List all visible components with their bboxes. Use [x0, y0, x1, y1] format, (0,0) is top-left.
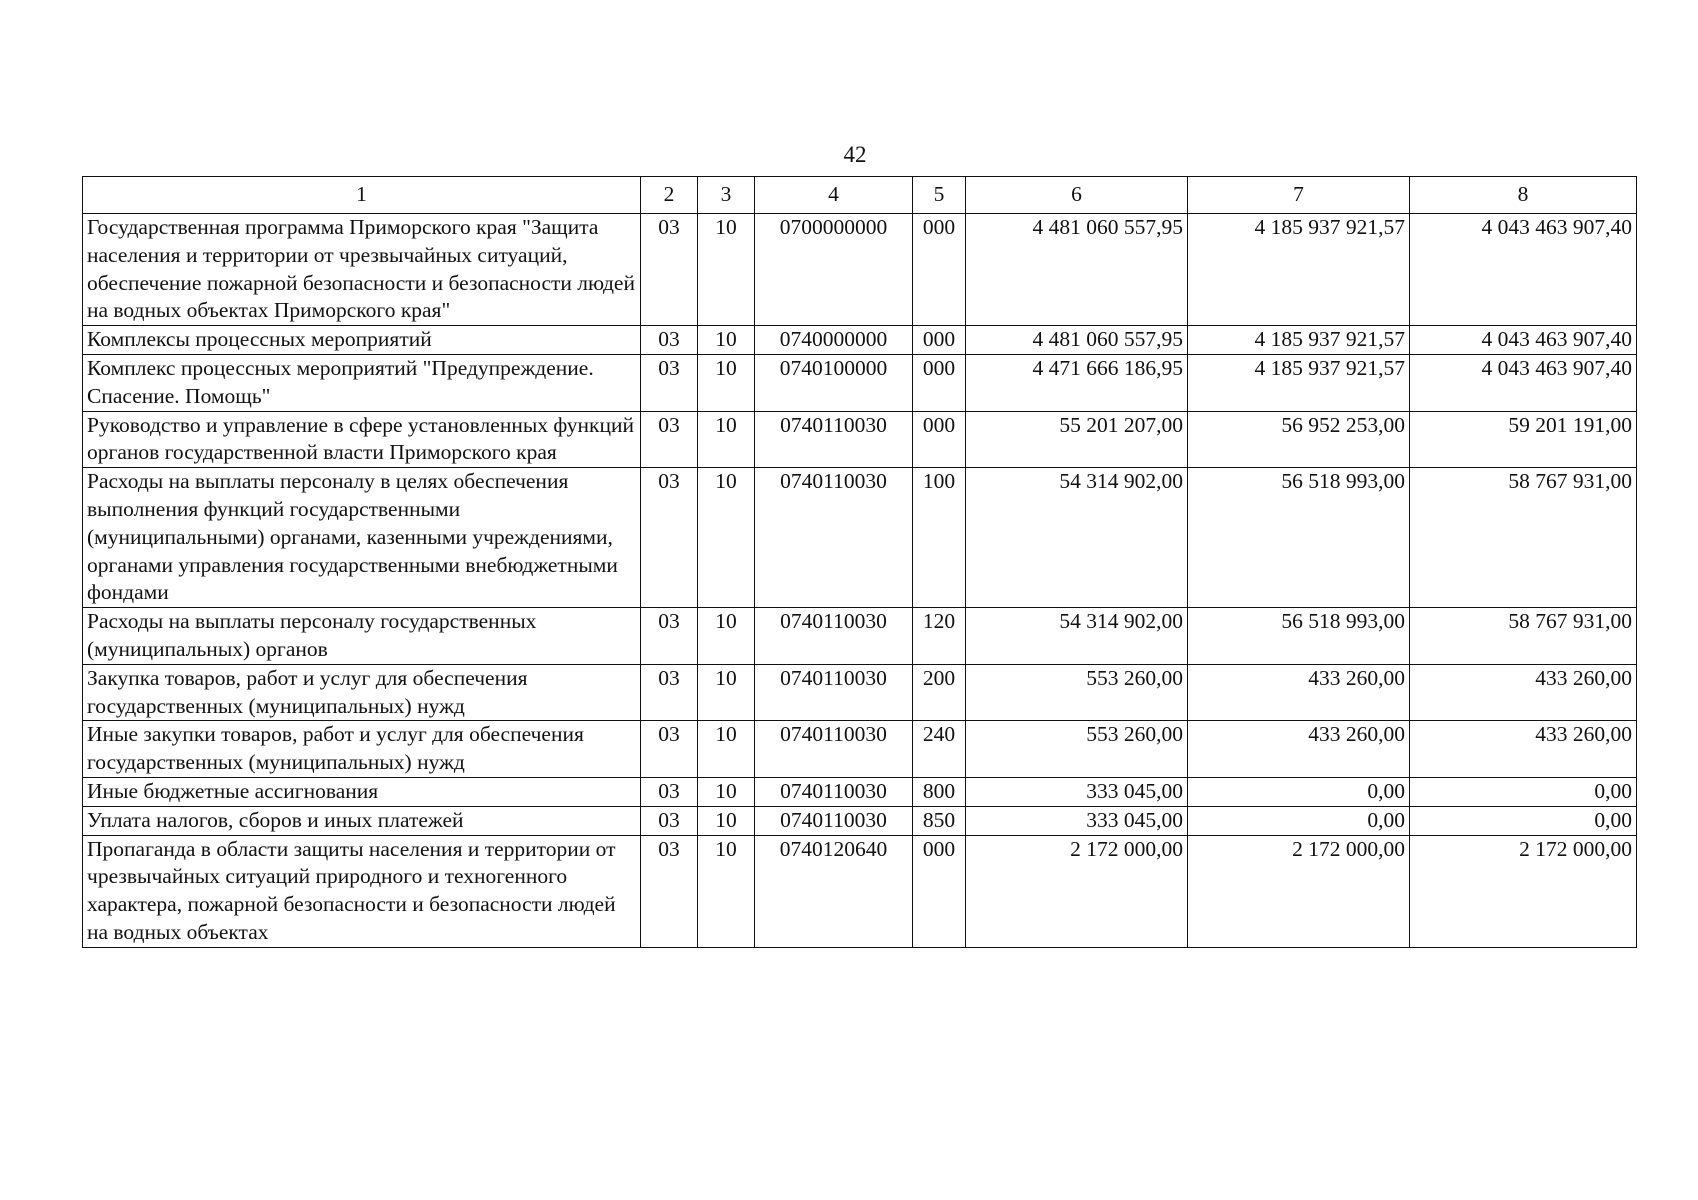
amount-col7-cell: 56 518 993,00 — [1188, 608, 1410, 665]
amount-col6-cell: 4 481 060 557,95 — [966, 326, 1188, 355]
expense-name-cell: Расходы на выплаты персоналу государственных (муниципальных) органов — [83, 608, 641, 665]
expense-name-cell: Государственная программа Приморского края "Защита населения и территории от чрезвычайных ситуаций, обеспечение пожарной безопасности и безопасности людей на водных объектах Приморского края" — [83, 214, 641, 326]
page-number: 42 — [843, 142, 867, 167]
table-row — [83, 777, 1637, 806]
subsection-code-cell: 10 — [698, 806, 755, 835]
target-item-code-cell: 0740110030 — [755, 664, 913, 721]
target-item-code-cell: 0700000000 — [755, 214, 913, 326]
subsection-code-cell: 10 — [698, 411, 755, 468]
section-code-cell: 03 — [641, 468, 698, 608]
subsection-code-cell: 10 — [698, 354, 755, 411]
amount-col7-cell: 0,00 — [1188, 777, 1410, 806]
amount-col8-cell: 0,00 — [1410, 806, 1637, 835]
section-code-cell: 03 — [641, 806, 698, 835]
column-header: 6 — [966, 177, 1188, 214]
column-header: 8 — [1410, 177, 1637, 214]
expense-name-cell: Комплексы процессных мероприятий — [83, 326, 641, 355]
amount-col8-cell: 58 767 931,00 — [1410, 608, 1637, 665]
section-code-cell: 03 — [641, 326, 698, 355]
expense-name-cell: Уплата налогов, сборов и иных платежей — [83, 806, 641, 835]
subsection-code-cell: 10 — [698, 468, 755, 608]
amount-col8-cell: 59 201 191,00 — [1410, 411, 1637, 468]
expense-name-cell: Руководство и управление в сфере установленных функций органов государственной власти Приморского края — [83, 411, 641, 468]
table-body — [83, 214, 1637, 948]
table-row — [83, 806, 1637, 835]
section-code-cell: 03 — [641, 411, 698, 468]
target-item-code-cell: 0740110030 — [755, 608, 913, 665]
column-header: 1 — [83, 177, 641, 214]
expense-type-code-cell: 240 — [913, 721, 966, 778]
amount-col7-cell: 4 185 937 921,57 — [1188, 214, 1410, 326]
table-row — [83, 214, 1637, 326]
amount-col6-cell: 4 481 060 557,95 — [966, 214, 1188, 326]
table-row — [83, 354, 1637, 411]
amount-col7-cell: 4 185 937 921,57 — [1188, 326, 1410, 355]
table-row — [83, 835, 1637, 947]
target-item-code-cell: 0740110030 — [755, 721, 913, 778]
expense-type-code-cell: 200 — [913, 664, 966, 721]
expense-type-code-cell: 000 — [913, 354, 966, 411]
column-header: 3 — [698, 177, 755, 214]
expense-name-cell: Закупка товаров, работ и услуг для обеспечения государственных (муниципальных) нужд — [83, 664, 641, 721]
target-item-code-cell: 0740110030 — [755, 777, 913, 806]
amount-col7-cell: 433 260,00 — [1188, 664, 1410, 721]
amount-col6-cell: 333 045,00 — [966, 806, 1188, 835]
amount-col8-cell: 2 172 000,00 — [1410, 835, 1637, 947]
expense-type-code-cell: 000 — [913, 835, 966, 947]
amount-col7-cell: 4 185 937 921,57 — [1188, 354, 1410, 411]
table-row — [83, 326, 1637, 355]
amount-col7-cell: 0,00 — [1188, 806, 1410, 835]
header-row — [83, 177, 1637, 214]
column-header: 5 — [913, 177, 966, 214]
expense-type-code-cell: 850 — [913, 806, 966, 835]
amount-col8-cell: 433 260,00 — [1410, 721, 1637, 778]
expense-type-code-cell: 000 — [913, 214, 966, 326]
expense-type-code-cell: 100 — [913, 468, 966, 608]
section-code-cell: 03 — [641, 608, 698, 665]
budget-table — [82, 176, 1637, 948]
table-row — [83, 721, 1637, 778]
table-row — [83, 411, 1637, 468]
amount-col7-cell: 56 518 993,00 — [1188, 468, 1410, 608]
expense-type-code-cell: 000 — [913, 411, 966, 468]
column-header: 4 — [755, 177, 913, 214]
subsection-code-cell: 10 — [698, 664, 755, 721]
target-item-code-cell: 0740110030 — [755, 411, 913, 468]
target-item-code-cell: 0740120640 — [755, 835, 913, 947]
expense-name-cell: Иные закупки товаров, работ и услуг для обеспечения государственных (муниципальных) нужд — [83, 721, 641, 778]
amount-col6-cell: 553 260,00 — [966, 664, 1188, 721]
amount-col8-cell: 58 767 931,00 — [1410, 468, 1637, 608]
target-item-code-cell: 0740110030 — [755, 468, 913, 608]
expense-type-code-cell: 000 — [913, 326, 966, 355]
table-row — [83, 664, 1637, 721]
amount-col6-cell: 54 314 902,00 — [966, 468, 1188, 608]
section-code-cell: 03 — [641, 354, 698, 411]
amount-col6-cell: 553 260,00 — [966, 721, 1188, 778]
expense-name-cell: Пропаганда в области защиты населения и территории от чрезвычайных ситуаций природного и техногенного характера, пожарной безопасности и безопасности людей на водных объектах — [83, 835, 641, 947]
expense-type-code-cell: 120 — [913, 608, 966, 665]
target-item-code-cell: 0740110030 — [755, 806, 913, 835]
amount-col8-cell: 4 043 463 907,40 — [1410, 214, 1637, 326]
amount-col6-cell: 2 172 000,00 — [966, 835, 1188, 947]
target-item-code-cell: 0740000000 — [755, 326, 913, 355]
expense-type-code-cell: 800 — [913, 777, 966, 806]
subsection-code-cell: 10 — [698, 326, 755, 355]
subsection-code-cell: 10 — [698, 721, 755, 778]
subsection-code-cell: 10 — [698, 608, 755, 665]
amount-col6-cell: 55 201 207,00 — [966, 411, 1188, 468]
target-item-code-cell: 0740100000 — [755, 354, 913, 411]
amount-col8-cell: 4 043 463 907,40 — [1410, 326, 1637, 355]
amount-col7-cell: 56 952 253,00 — [1188, 411, 1410, 468]
table-row — [83, 608, 1637, 665]
section-code-cell: 03 — [641, 664, 698, 721]
amount-col6-cell: 4 471 666 186,95 — [966, 354, 1188, 411]
section-code-cell: 03 — [641, 835, 698, 947]
subsection-code-cell: 10 — [698, 777, 755, 806]
amount-col7-cell: 433 260,00 — [1188, 721, 1410, 778]
subsection-code-cell: 10 — [698, 835, 755, 947]
column-header: 2 — [641, 177, 698, 214]
expense-name-cell: Расходы на выплаты персоналу в целях обеспечения выполнения функций государственными (муниципальными) органами, казенными учреждениями, органами управления государственными внебюджетными фондами — [83, 468, 641, 608]
section-code-cell: 03 — [641, 777, 698, 806]
amount-col8-cell: 0,00 — [1410, 777, 1637, 806]
subsection-code-cell: 10 — [698, 214, 755, 326]
expense-name-cell: Иные бюджетные ассигнования — [83, 777, 641, 806]
section-code-cell: 03 — [641, 721, 698, 778]
section-code-cell: 03 — [641, 214, 698, 326]
amount-col6-cell: 333 045,00 — [966, 777, 1188, 806]
amount-col8-cell: 433 260,00 — [1410, 664, 1637, 721]
amount-col7-cell: 2 172 000,00 — [1188, 835, 1410, 947]
column-header: 7 — [1188, 177, 1410, 214]
amount-col8-cell: 4 043 463 907,40 — [1410, 354, 1637, 411]
amount-col6-cell: 54 314 902,00 — [966, 608, 1188, 665]
table-row — [83, 468, 1637, 608]
expense-name-cell: Комплекс процессных мероприятий "Предупреждение. Спасение. Помощь" — [83, 354, 641, 411]
